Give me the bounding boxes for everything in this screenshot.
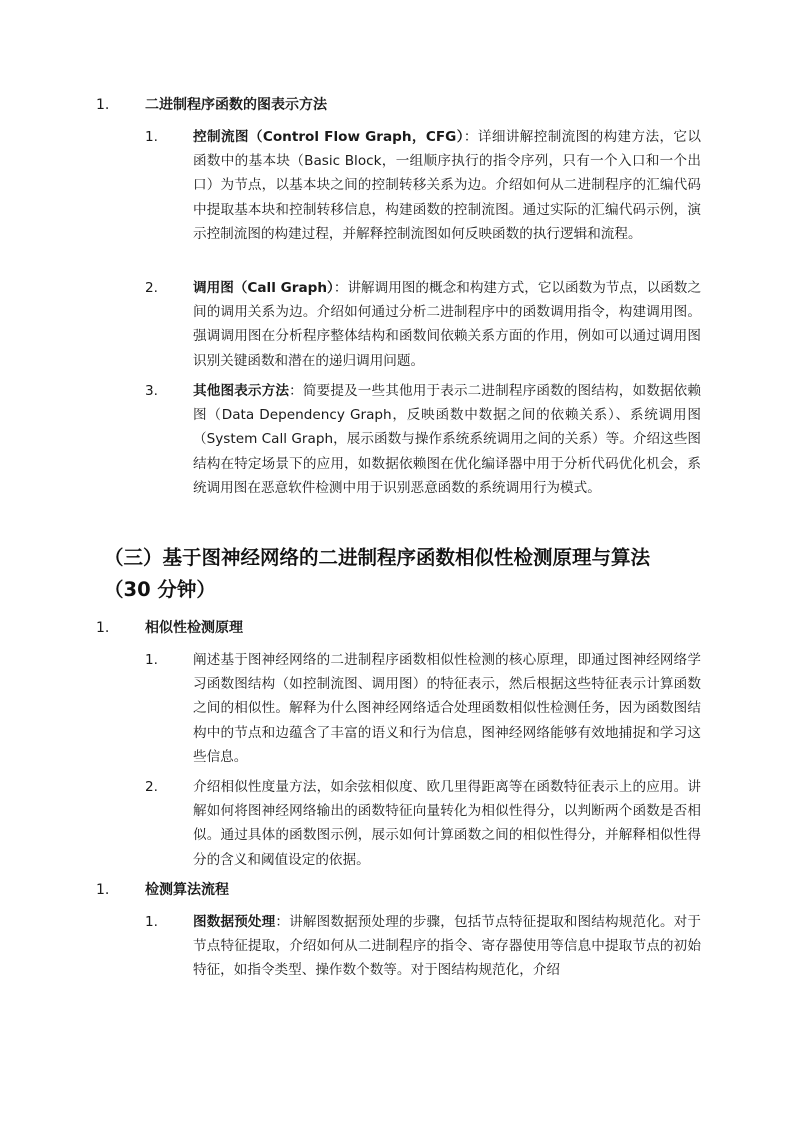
paragraph: 阐述基于图神经网络的二进制程序函数相似性检测的核心原理，即通过图神经网络学习函数图结构（如控制流图、调用图）的特征表示，然后根据这些特征表示计算函数之间的相似性。解释为什么图神经网络适合处理函数相似性检测任务，因为函数图结构中的节点和边蕴含了丰富的语义和行为信息，图神经网络能够有效地捕捉和学习这些信息。 [193,652,701,765]
item-text: ：简要提及一些其他用于表示二进制程序函数的图结构，如数据依赖图（Data Dependency Graph，反映函数中数据之间的依赖关系）、系统调用图（System Call Graph，展示函数与操作系统系统调用之间的关系）等。介绍这些图结构在特定场景下的应用，如数据依赖图在优化编译器中用于分析代码优化机会，系统调用图在恶意软件检测中用于识别恶意函数的系统调用行为模式。 [193,383,702,496]
list-number: 1. [96,620,110,636]
chapter-heading [104,542,704,606]
paragraph [193,379,701,500]
list-item-preprocessing [145,910,705,983]
section-title: 相似性检测原理 [145,620,243,636]
list-number: 1. [145,129,158,145]
chapter-heading-line1: （三）基于图神经网络的二进制程序函数相似性检测原理与算法 [104,546,651,569]
list-number: 1. [96,97,110,113]
item-lead: 其他图表示方法 [193,383,290,399]
paragraph: 介绍相似性度量方法，如余弦相似度、欧几里得距离等在函数特征表示上的应用。讲解如何将图神经网络输出的函数特征向量转化为相似性得分，以判断两个函数是否相似。通过具体的函数图示例，展示如何计算函数之间的相似性得分，并解释相似性得分的含义和阈值设定的依据。 [193,779,701,868]
item-text: ：讲解调用图的概念和构建方式，它以函数为节点，以函数之间的调用关系为边。介绍如何通过分析二进制程序中的函数调用指令，构建调用图。强调调用图在分析程序整体结构和函数间依赖关系方面的作用，例如可以通过调用图识别关键函数和潜在的递归调用问题。 [193,280,701,369]
paragraph [193,125,701,246]
chapter-heading-line2: （30 分钟） [104,578,216,601]
item-text: ：讲解图数据预处理的步骤，包括节点特征提取和图结构规范化。对于节点特征提取，介绍如何从二进制程序的指令、寄存器使用等信息中提取节点的初始特征，如指令类型、操作数个数等。对于图结构规范化，介绍 [193,914,702,979]
list-number: 2. [145,280,158,296]
item-lead: 控制流图（Control Flow Graph，CFG） [193,129,464,145]
paragraph [193,276,701,373]
list-number: 1. [145,914,158,930]
paragraph [193,910,701,983]
item-text: ：详细讲解控制流图的构建方法，它以函数中的基本块（Basic Block，一组顺序执行的指令序列，只有一个入口和一个出口）为节点，以基本块之间的控制转移关系为边。介绍如何从二进制程序的汇编代码中提取基本块和控制转移信息，构建函数的控制流图。通过实际的汇编代码示例，演示控制流图的构建过程，并解释控制流图如何反映函数的执行逻辑和流程。 [193,129,701,242]
section-title: 二进制程序函数的图表示方法 [145,97,327,113]
list-number: 3. [145,383,158,399]
list-number: 2. [145,779,158,795]
section-title: 检测算法流程 [145,882,229,898]
item-lead: 图数据预处理 [193,914,276,930]
item-lead: 调用图（Call Graph） [193,280,334,296]
list-number: 1. [96,882,110,898]
list-number: 1. [145,652,158,668]
